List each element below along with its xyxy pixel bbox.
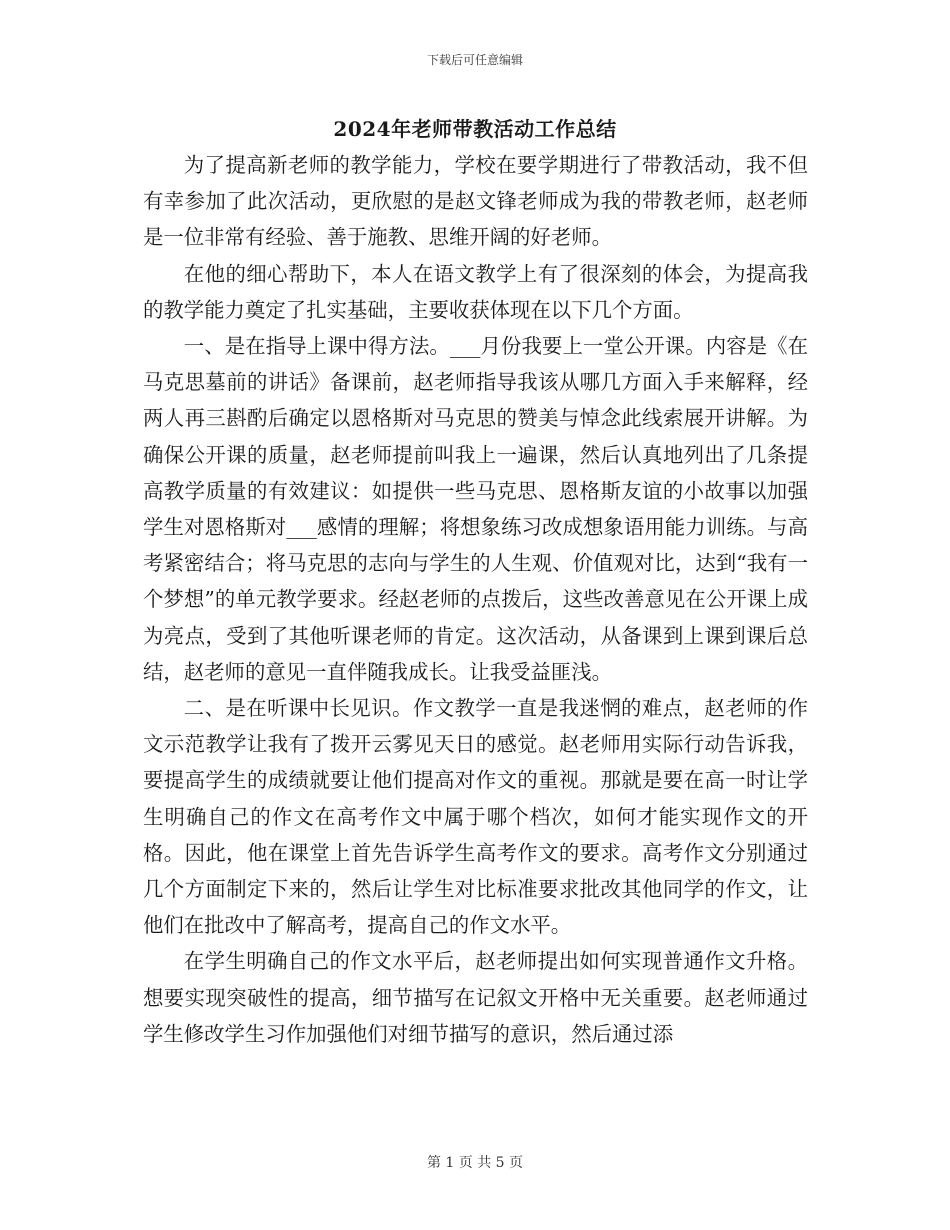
paragraph: 一、是在指导上课中得方法。___月份我要上一堂公开课。内容是《在马克思墓前的讲话》备课前，赵老师指导我该从哪几方面入手来解释，经两人再三斟酌后确定以恩格斯对马克思的赞美与悼念此线索展开讲解。为确保公开课的质量，赵老师提前叫我上一遍课，然后认真地列出了几条提高教学质量的有效建议：如提供一些马克思、恩格斯友谊的小故事以加强学生对恩格斯对___感情的理解；将想象练习改成想象语用能力训练。与高考紧密结合；将马克思的志向与学生的人生观、价值观对比，达到“我有一个梦想”的单元教学要求。经赵老师的点拨后，这些改善意见在公开课上成为亮点，受到了其他听课老师的肯定。这次活动，从备课到上课到课后总结，赵老师的意见一直伴随我成长。让我受益匪浅。 [143,334,808,684]
paragraph: 在学生明确自己的作文水平后，赵老师提出如何实现普通作文升格。想要实现突破性的提高，细节描写在记叙文开格中无关重要。赵老师通过学生修改学生习作加强他们对细节描写的意识，然后通过添 [143,949,808,1046]
paragraph: 在他的细心帮助下，本人在语文教学上有了很深刻的体会，为提高我的教学能力奠定了扎实基础，主要收获体现在以下几个方面。 [143,261,808,322]
page-number-footer: 第 1 页 共 5 页 [426,1155,524,1171]
paragraph: 二、是在听课中长见识。作文教学一直是我迷惘的难点，赵老师的作文示范教学让我有了拨开云雾见天日的感觉。赵老师用实际行动告诉我，要提高学生的成绩就要让他们提高对作文的重视。那就是要在高一时让学生明确自己的作文在高考作文中属于哪个档次，如何才能实现作文的开格。因此，他在课堂上首先告诉学生高考作文的要求。高考作文分别通过几个方面制定下来的，然后让学生对比标准要求批改其他同学的作文，让他们在批改中了解高考，提高自己的作文水平。 [143,696,808,938]
document-title: 2024年老师带教活动工作总结 [333,117,617,141]
paragraph: 为了提高新老师的教学能力，学校在要学期进行了带教活动，我不但有幸参加了此次活动，更欣慰的是赵文锋老师成为我的带教老师，赵老师是一位非常有经验、善于施教、思维开阔的好老师。 [143,153,808,250]
page-header-note: 下载后可任意编辑 [426,53,523,67]
document-body [143,147,808,1052]
